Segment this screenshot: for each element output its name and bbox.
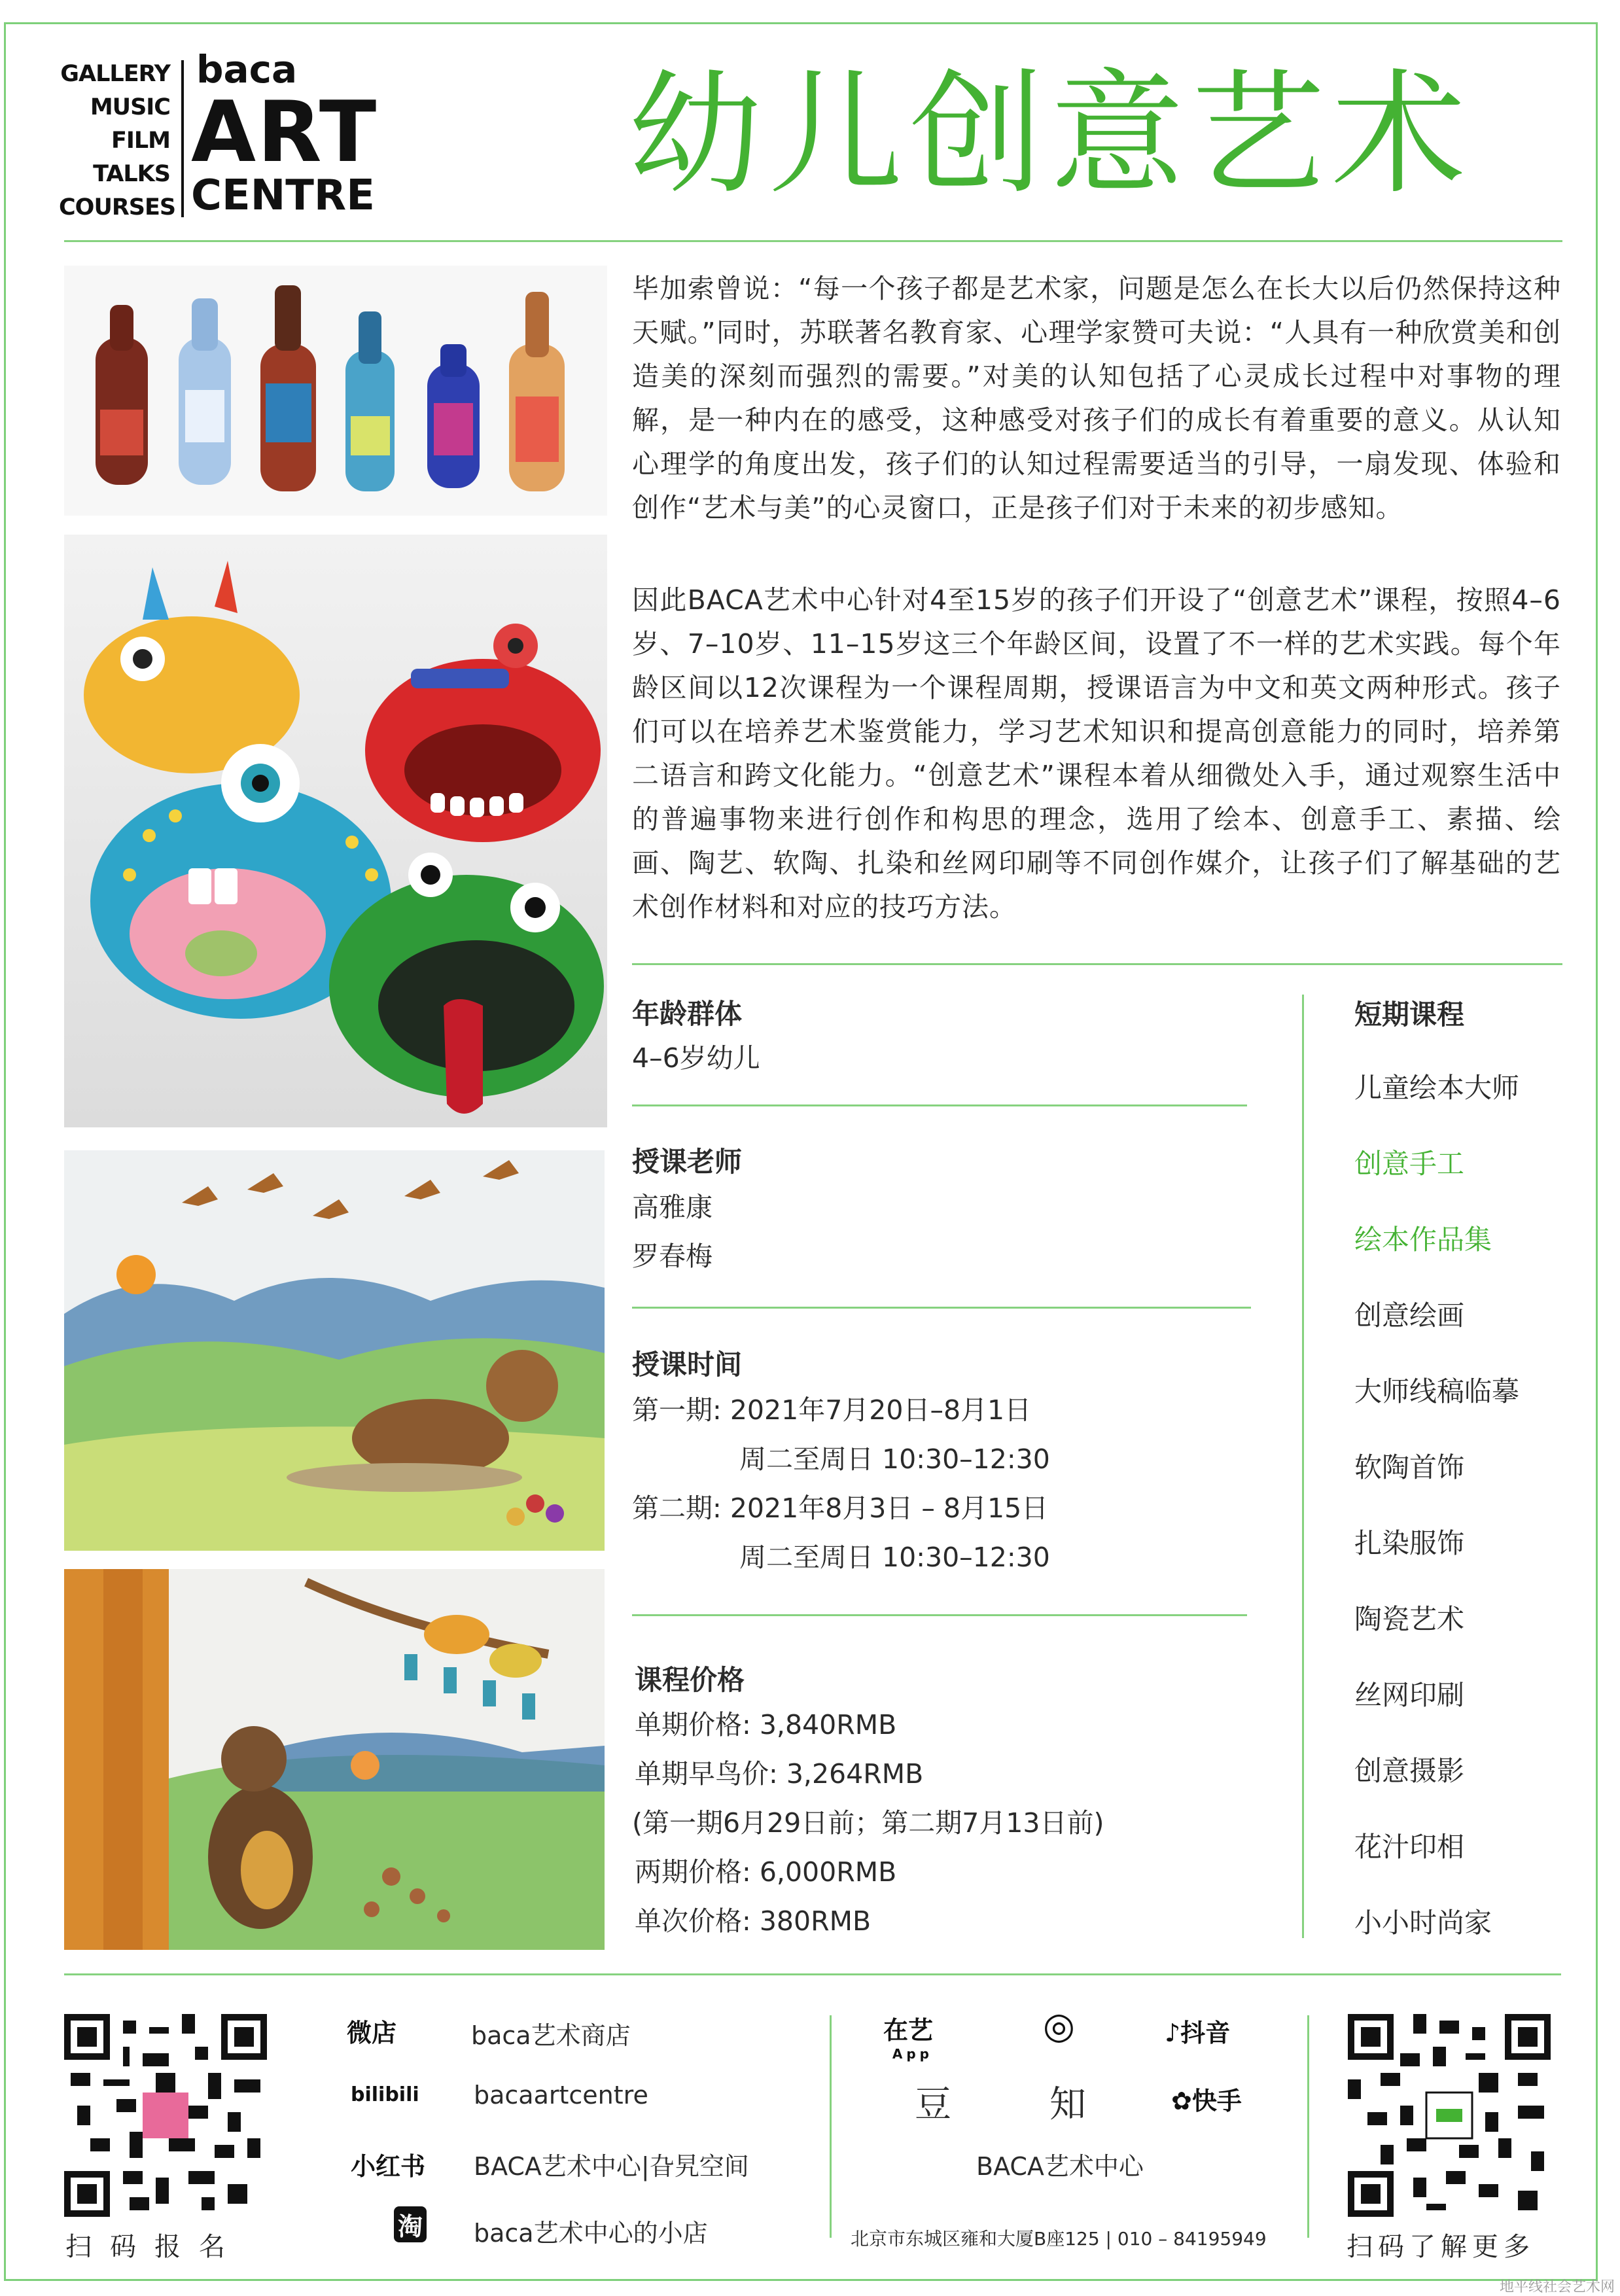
schedule-divider	[632, 1614, 1247, 1616]
course-item[interactable]: 绘本作品集	[1354, 1224, 1492, 1256]
zaiyi-icon	[883, 2010, 933, 2062]
price-line: 单期早鸟价: 3,264RMB	[635, 1758, 924, 1790]
course-item[interactable]: 创意手工	[1354, 1148, 1465, 1180]
photo-bear-painting	[64, 1150, 605, 1551]
teachers-divider	[632, 1307, 1251, 1309]
course-item[interactable]: 大师线稿临摹	[1354, 1375, 1520, 1407]
taobao-store-link[interactable]: baca艺术中心的小店	[474, 2219, 708, 2248]
teachers-heading: 授课老师	[632, 1146, 743, 1178]
price-line: 单期价格: 3,840RMB	[635, 1709, 897, 1740]
info-qr-caption: 扫码了解更多	[1347, 2232, 1535, 2262]
intro-paragraph-1: 毕加索曾说：“每一个孩子都是艺术家，问题是怎么在长大以后仍然保持这种天赋。”同时，苏联著名教育家、心理学家赞可夫说：“人具有一种欣赏美和创造美的深刻而强烈的需要。”对美的认知包括了心灵成长过程中对事物的理解，是一种内在的感受，这种感受对孩子们的成长有着重要的意义。从认知心理学的角度出发，孩子们的认知过程需要适当的引导，一扇发现、体验和创作“艺术与美”的心灵窗口，正是孩子们对于未来的初步感知。	[632, 273, 1561, 523]
logo-line: TALKS	[93, 161, 170, 187]
weidian-icon: 微店	[347, 2019, 397, 2047]
photo-bear-tree-painting	[64, 1569, 605, 1950]
logo-line: GALLERY	[60, 61, 170, 87]
footer-separator-right	[1307, 2015, 1309, 2238]
signup-qr-code[interactable]	[64, 2014, 267, 2217]
intro-paragraph-2: 因此BACA艺术中心针对4至15岁的孩子们开设了“创意艺术”课程，按照4–6岁、7–10岁、11–15岁这三个年龄区间，设置了不一样的艺术实践。每个年龄区间以12次课程为一个课程周期，授课语言为中文和英文两种形式。孩子们可以在培养艺术鉴赏能力，学习艺术知识和提高创意能力的同时，培养第二语言和跨文化能力。“创意艺术”课程本着从细微处入手，通过观察生活中的普遍事物来进行创作和构思的理念，选用了绘本、创意手工、素描、绘画、陶艺、软陶、扎染和丝网印刷等不同创作媒介，让孩子们了解基础的艺术创作材料和对应的技巧方法。	[632, 584, 1561, 923]
course-item[interactable]: 丝网印刷	[1354, 1679, 1465, 1711]
signup-qr-caption: 扫码报名	[65, 2232, 243, 2262]
logo-line: FILM	[111, 128, 170, 154]
age-heading: 年龄群体	[632, 998, 743, 1030]
logo-divider	[181, 60, 184, 217]
course-item[interactable]: 花汁印相	[1354, 1831, 1465, 1863]
course-item[interactable]: 扎染服饰	[1354, 1527, 1465, 1559]
course-item[interactable]: 创意绘画	[1354, 1299, 1465, 1332]
logo-line: MUSIC	[90, 94, 170, 120]
logo-baca: baca	[196, 47, 298, 92]
info-divider	[632, 963, 1562, 965]
xiaohongshu-account-link[interactable]: BACA艺术中心|旮旯空间	[474, 2152, 749, 2181]
logo-art: ART	[191, 84, 378, 181]
schedule-line: 第一期: 2021年7月20日–8月1日	[632, 1394, 1032, 1426]
footer-divider	[64, 1973, 1561, 1975]
price-line: 单次价格: 380RMB	[635, 1905, 872, 1937]
teacher-name: 罗春梅	[632, 1241, 713, 1272]
zhihu-icon: 知	[1049, 2083, 1086, 2126]
course-item[interactable]: 软陶首饰	[1354, 1451, 1465, 1483]
watermark: 地平线社会艺术网	[1499, 2279, 1615, 2295]
kuaishou-icon: ✿快手	[1171, 2087, 1242, 2115]
bilibili-icon: bilibili	[351, 2083, 419, 2106]
schedule-line: 第二期: 2021年8月3日 – 8月15日	[632, 1492, 1049, 1524]
zaiyi-sub: App	[892, 2046, 934, 2062]
weibo-icon: ◎	[1043, 2005, 1075, 2047]
price-heading: 课程价格	[635, 1664, 745, 1696]
douyin-label: 抖音	[1180, 2019, 1231, 2047]
douban-icon: 豆	[915, 2083, 951, 2126]
courses-divider	[1302, 995, 1304, 1938]
info-qr-code[interactable]	[1348, 2014, 1551, 2217]
zaiyi-logo: 在艺	[883, 2016, 934, 2045]
price-line: (第一期6月29日前；第二期7月13日前)	[632, 1807, 1104, 1839]
kuaishou-label: 快手	[1191, 2087, 1242, 2115]
course-item[interactable]: 小小时尚家	[1354, 1907, 1492, 1939]
header-divider	[64, 240, 1562, 242]
weidian-store-link[interactable]: baca艺术商店	[471, 2021, 631, 2050]
logo-left-text	[59, 58, 176, 224]
age-divider	[632, 1104, 1247, 1106]
social-account-name: BACA艺术中心	[976, 2152, 1144, 2181]
course-item[interactable]: 儿童绘本大师	[1354, 1072, 1520, 1104]
course-item[interactable]: 陶瓷艺术	[1354, 1603, 1465, 1635]
price-line: 两期价格: 6,000RMB	[635, 1856, 897, 1888]
logo-line: COURSES	[59, 194, 176, 221]
photo-clay-bottles	[64, 266, 607, 516]
taobao-icon: 淘	[394, 2206, 427, 2242]
schedule-heading: 授课时间	[632, 1349, 743, 1381]
page-title: 幼儿创意艺术	[628, 57, 1472, 213]
short-courses-heading: 短期课程	[1354, 998, 1465, 1031]
course-item[interactable]: 创意摄影	[1354, 1755, 1465, 1787]
footer-separator-left	[830, 2015, 832, 2238]
teacher-name: 高雅康	[632, 1192, 713, 1223]
age-value: 4–6岁幼儿	[632, 1042, 760, 1074]
logo-centre: CENTRE	[191, 171, 375, 220]
douyin-icon: ♪抖音	[1165, 2019, 1231, 2047]
schedule-line: 周二至周日 10:30–12:30	[739, 1542, 1050, 1573]
address-contact: 北京市东城区雍和大厦B座125 | 010 – 84195949	[851, 2228, 1267, 2250]
xiaohongshu-icon: 小红书	[351, 2152, 426, 2181]
bilibili-account-link[interactable]: bacaartcentre	[474, 2081, 648, 2110]
schedule-line: 周二至周日 10:30–12:30	[739, 1443, 1050, 1475]
photo-clay-monsters	[64, 535, 607, 1127]
